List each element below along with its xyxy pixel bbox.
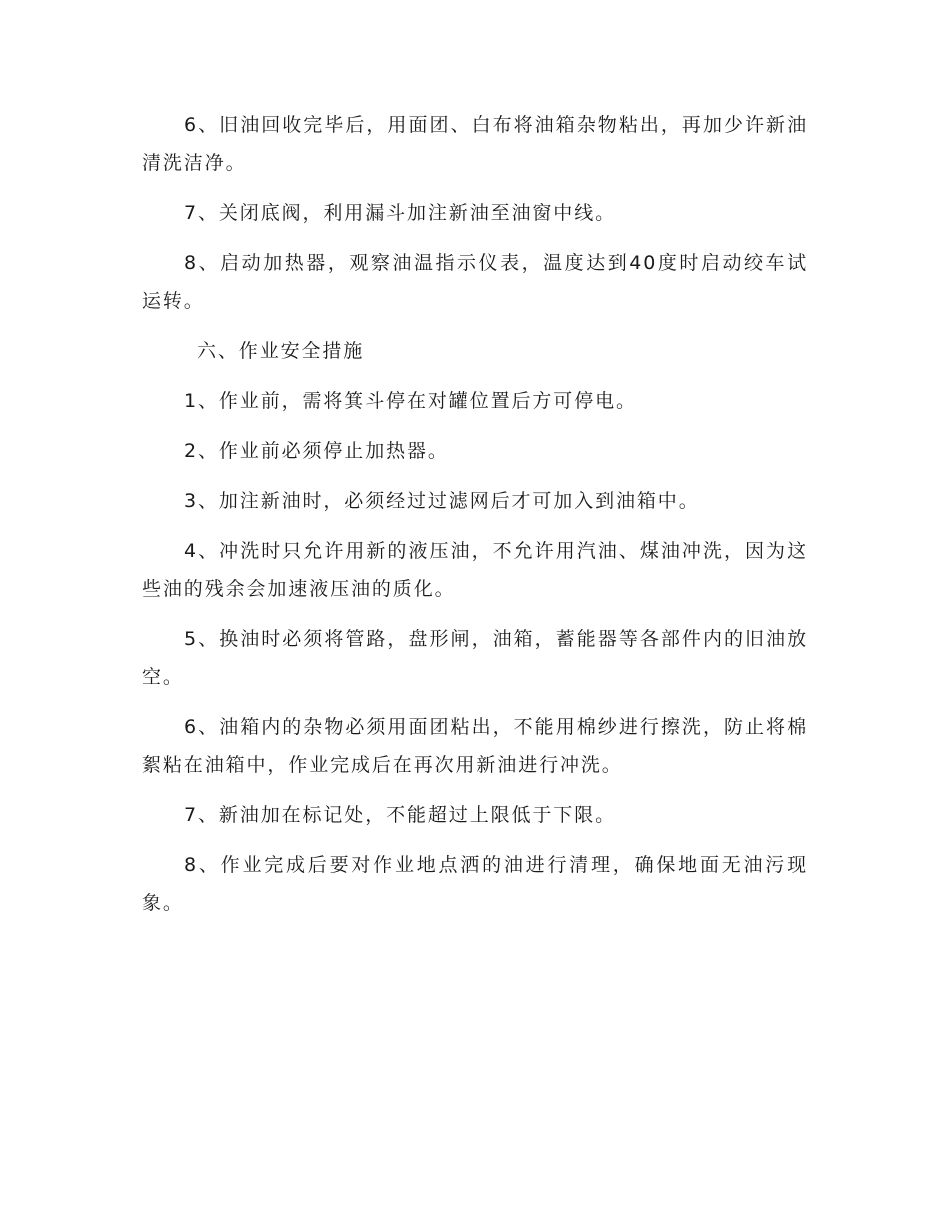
step-paragraph-6: 6、旧油回收完毕后，用面团、白布将油箱杂物粘出，再加少许新油清洗洁净。 <box>142 114 808 174</box>
safety-item-8: 8、作业完成后要对作业地点洒的油进行清理，确保地面无油污现象。 <box>142 854 808 914</box>
safety-item-2: 2、作业前必须停止加热器。 <box>184 440 449 462</box>
document-body <box>142 106 808 934</box>
safety-item-6: 6、油箱内的杂物必须用面团粘出，不能用棉纱进行擦洗，防止将棉絮粘在油箱中，作业完成后在再次用新油进行冲洗。 <box>142 716 808 776</box>
step-paragraph-8: 8、启动加热器，观察油温指示仪表，温度达到40度时启动绞车试运转。 <box>142 252 808 312</box>
section-heading: 六、作业安全措施 <box>197 340 365 362</box>
safety-item-3: 3、加注新油时，必须经过过滤网后才可加入到油箱中。 <box>184 490 700 512</box>
safety-item-4: 4、冲洗时只允许用新的液压油，不允许用汽油、煤油冲洗，因为这些油的残余会加速液压油的质化。 <box>142 540 808 600</box>
safety-item-7: 7、新油加在标记处，不能超过上限低于下限。 <box>184 804 616 826</box>
step-paragraph-7: 7、关闭底阀，利用漏斗加注新油至油窗中线。 <box>184 202 616 224</box>
safety-item-1: 1、作业前，需将箕斗停在对罐位置后方可停电。 <box>184 390 637 412</box>
safety-item-5: 5、换油时必须将管路，盘形闸，油箱，蓄能器等各部件内的旧油放空。 <box>142 628 808 688</box>
